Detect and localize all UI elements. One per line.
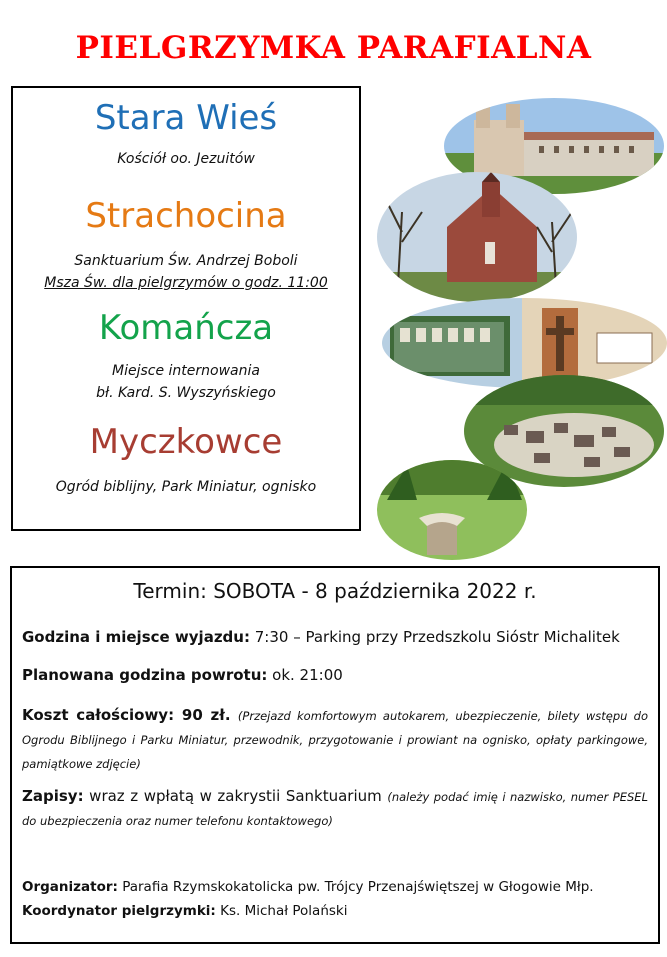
biblical-garden-photo — [377, 460, 527, 560]
destination-name: Strachocina — [85, 196, 287, 236]
organizer-label: Organizator: — [22, 879, 118, 895]
destination-description: Ogród biblijny, Park Miniatur, ognisko — [55, 479, 317, 495]
signup-value: wraz z wpłatą w zakrystii Sanktuarium — [89, 787, 382, 805]
coordinator-value: Ks. Michał Polański — [220, 903, 348, 919]
destinations-box — [11, 86, 361, 531]
page-title: PIELGRZYMKA PARAFIALNA — [75, 30, 592, 66]
destination-description: bł. Kard. S. Wyszyńskiego — [96, 385, 276, 401]
return-label: Planowana godzina powrotu: — [22, 666, 268, 684]
signup-label: Zapisy: — [22, 787, 84, 805]
return-row — [22, 664, 648, 687]
destination-name: Myczkowce — [89, 422, 283, 462]
photo-collage — [372, 90, 667, 540]
cost-note: (Przejazd komfortowym autokarem, ubezpieczenie, bilety wstępu do Ogrodu Biblijnego i Parku Miniatur, przewodnik, przygotowanie i prowiant na ognisko, opłaty parkingowe, pamiątkowe zdjęcie) — [22, 709, 648, 771]
destination-name: Komańcza — [98, 308, 274, 348]
destination-name: Stara Wieś — [94, 98, 278, 138]
komancza-photo — [382, 298, 667, 388]
return-value: ok. 21:00 — [272, 666, 343, 684]
departure-value: 7:30 – Parking przy Przedszkolu Sióstr Michalitek — [254, 628, 620, 646]
cost-label: Koszt całościowy: 90 zł. — [22, 706, 231, 724]
brick-church-photo — [377, 172, 577, 302]
signup-note: (należy podać imię i nazwisko, numer PESEL do ubezpieczenia oraz numer telefonu kontaktowego) — [22, 790, 648, 828]
destination-description: Kościół oo. Jezuitów — [117, 151, 255, 167]
coordinator-label: Koordynator pielgrzymki: — [22, 903, 216, 919]
organizer-value: Parafia Rzymskokatolicka pw. Trójcy Przenajświętszej w Głogowie Młp. — [122, 879, 594, 895]
destination-mass-time: Msza Św. dla pielgrzymów o godz. 11:00 — [44, 275, 328, 291]
cost-row — [22, 704, 648, 776]
departure-label: Godzina i miejsce wyjazdu: — [22, 628, 250, 646]
destination-description: Miejsce internowania — [112, 363, 260, 379]
signup-row — [22, 785, 648, 833]
organizer-row — [22, 876, 648, 899]
coordinator-row — [22, 900, 648, 923]
departure-row — [22, 626, 648, 649]
destination-description: Sanktuarium Św. Andrzej Boboli — [74, 253, 298, 269]
trip-date: Termin: SOBOTA - 8 października 2022 r. — [133, 579, 537, 603]
trip-info-box — [10, 566, 660, 944]
